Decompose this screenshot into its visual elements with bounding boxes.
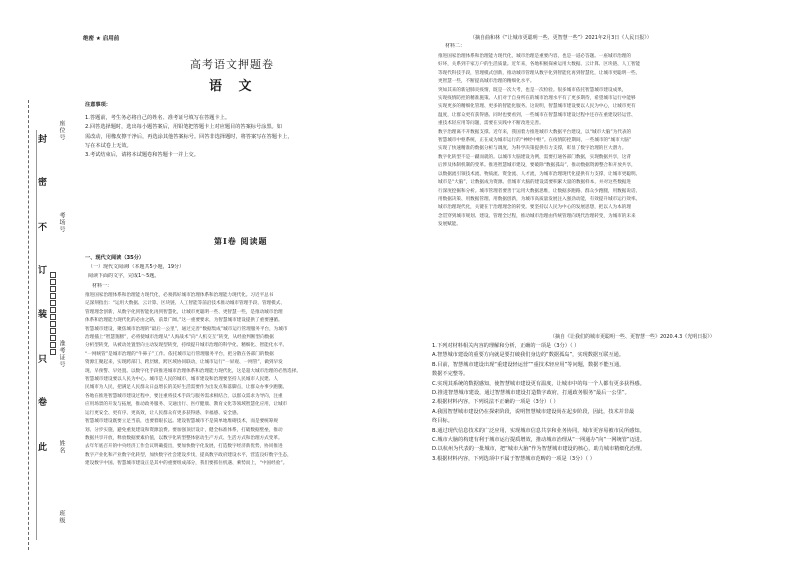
text-line: 记深刻指出：“运用大数据、云计算、区块链、人工智能等前沿技术推动城市管理手段、管理模式、 (85, 301, 285, 307)
text-line: 推进国家治理体系和治理能力现代化，城市治理是重要内容，也是一道必答题。一座城市治理的 (438, 54, 631, 59)
text-line: 智慧城市建设既要立足当前，也要着眼长远。建设智慧城市不是简单地堆砌技术，而是要统筹规 (85, 419, 278, 425)
text-line: 好坏，关系到千家万户的生活质量。近年来，各地积极探索运用大数据、云计算、区块链、人工智能 (438, 62, 641, 68)
binding-char-juan: 卷 (38, 398, 48, 408)
question-stem: 1.下列对材料相关内容的理解和分析，正确的一项是（3分）（ ） (432, 343, 580, 349)
section1-instr: 阅读下面的文字，完成1～5题。 (88, 273, 160, 279)
field-exam-room: 考场号 (58, 212, 65, 233)
source-citation-mid: （摘自《让我们的城市更聪明一些、更智慧一些》2020.4.3《光明日报》） (550, 334, 715, 340)
text-line: 各地在推进智慧城市建设过程中，要注重将技术手段与服务需求相结合，以群众需求为导向，注重 (85, 393, 283, 399)
text-line: 温度，让群众更有获得感。同时也要看到，一些城市在智慧城市建设过程中还存在重建设轻运营、 (438, 112, 636, 118)
binding-strip (0, 100, 80, 550)
field-name: 姓名 (58, 440, 65, 454)
notice-item: 1.答题前，考生务必将自己的姓名、准考证号填写在答题卡上。 (85, 115, 231, 121)
binding-char-zhuang: 装 (38, 310, 48, 320)
text-line: 运行更安全、更有序、更高效，让人民群众有更多获得感、幸福感、安全感。 (85, 410, 242, 416)
text-line: 智慧城市建设，聚焦城市治理的“最后一公里”，通过完善“数据集成”城市运行管理服务平台，为城市 (85, 326, 288, 332)
text-line: 去年年底召开的中央经济工作会议明确提出，要加快数字化发展，打造数字经济新优势，协同推进 (85, 444, 283, 450)
question-option: D.以杭州为代表的一批城市，把“城市大脑”作为智慧城市建设的核心，助力城市精细化治理。 (432, 446, 646, 453)
question-option: B.目前，智慧城市建设出现“重建设轻运营”“重技术轻应用”等问题，数据不能互通， (432, 361, 625, 368)
field-seat-number: 座位号 (58, 120, 65, 141)
text-line: 重技术轻应用等问题，需要在实践中不断改进完善。 (438, 121, 544, 127)
question-list (432, 342, 762, 464)
text-line: 发展赋能。 (438, 222, 461, 228)
material2-label: 材料二： (445, 43, 466, 49)
text-line: 行深度挖掘和分析。城市管理者要善于运用大数据思维，让数据多跑路、群众少跑腿，用数据说话、 (438, 188, 641, 194)
binding-char-mi: 密 (38, 178, 48, 188)
text-line: 治理插上“智慧翅膀”，必将使城市治理从“人海战术”向“人机交互”转变，从经验判断型向数据 (85, 335, 274, 341)
text-line: 管理理念创新，从数字化到智能化再到智慧化，让城市更聪明一些、更智慧一些，是推动城市治理 (85, 309, 283, 315)
cut-line (28, 100, 29, 550)
question-option: D.推进智慧城市建设，通过智慧城市建设打造数字政府，打通政务服务“最后一公里”。 (432, 390, 630, 397)
text-line: 以数据流引领技术流、物质流、资金流、人才流，为城市治理现代化提供有力支撑，让城市更聪明。 (438, 171, 641, 177)
text-line: 智慧城市中枢系统，正在成为城市运行的“神经中枢”。在疫情防控期间，一些城市的“城市大脑” (438, 138, 632, 144)
id-number-boxes[interactable] (50, 272, 57, 356)
part1-title: 第Ⅰ卷 阅读题 (214, 236, 268, 246)
section1-heading: 一、现代文阅读（35分） (85, 255, 145, 261)
text-line: 突如其来的新冠肺炎疫情，既是一次大考，也是一次检验。很多城市依托智慧城市建设成果， (438, 87, 627, 93)
source-citation-top: （摘自曲和林《“让城市更聪明一些、更智慧一些”》2021年2月3日《人民日报》） (470, 35, 652, 41)
text-line: 民城市为人民，把满足人民群众日益增长的美好生活需要作为出发点和落脚点，让群众办事少跑腿。 (85, 385, 288, 391)
text-line: 等现代科技手段，管理模式创新，推动城市管理从数字化到智能化再到智慧化，让城市更聪明一些、 (438, 70, 641, 76)
text-line: 数字化转型不是一蹴而就的。以城市大脑建设为例，需要打通各部门数据，实现数据共享，这背 (438, 154, 631, 160)
text-line: 推进国家治理体系和治理能力现代化，必须抓好城市治理体系和治理能力现代化。习近平总书 (85, 293, 274, 298)
text-line: 更智慧一些，不断提高城市治理的精细化水平。 (438, 79, 535, 85)
text-line: 划、分步实施，避免重复建设和资源浪费。要加强顶层设计，健全标准体系，打破数据壁垒，推动 (85, 427, 283, 433)
notice-heading: 注意事项： (85, 102, 111, 108)
text-line: 城市治理现代化，关键在于治理理念的转变。要坚持以人民为中心的发展思想，把以人为本的理 (438, 205, 631, 211)
binding-char-ci: 此 (38, 443, 48, 453)
seal-line (36, 130, 37, 540)
secret-label: 绝密 ★ 启用前 (83, 36, 120, 42)
notice-list (85, 114, 415, 160)
subject-title: 语 文 (209, 79, 258, 94)
text-line: 现、早预警、早处置。以数字化手段推进城市治理体系和治理能力现代化，这是超大城市治理的必然选择。 (85, 368, 301, 374)
text-line: 后涉及体制机制的变革。推进智慧城市建设，要破除“数据孤岛”，推动数据资源整合和开放共享， (438, 163, 636, 169)
text-line: 建设数字中国。智慧城市建设正是其中的重要组成部分，我们要抓住机遇、乘势而上，“中国经验”。 (85, 461, 288, 467)
text-line: 分析型转变，从被动处置型向主动发现型转变，持续提升城市治理的科学化、精细化、智能化水平。 (85, 343, 288, 349)
field-ticket-number: 准考证号 (58, 340, 65, 368)
binding-char-bu: 不 (38, 223, 48, 233)
question-option: C.实现其系统的数据感知，使智慧城市建设更有温度，让城市中的每一个人都有更多获得感。 (432, 380, 645, 387)
question-option: 终目标。 (432, 418, 453, 425)
binding-char-zhi: 只 (38, 355, 48, 365)
field-class: 班级 (58, 510, 65, 524)
question-stem: 3.根据材料内容，下列选项中不属于智慧城市范畴的一项是（3分）（ ） (432, 455, 595, 462)
text-line: “一网统管”是城市治理的“牛鼻子”工作。依托城市运行管理服务平台，把分散在各部门的数据 (85, 351, 274, 357)
text-line: 智慧城市建设要以人民为中心。城市是人民的城市，城市建设和治理要坚持人民城市人民建、人 (85, 377, 278, 383)
question-option: A.智慧城市建设的重要方向就是要打破我们身边的“数据孤岛”，实现数据互联互通。 (432, 352, 625, 359)
binding-char-feng: 封 (38, 135, 48, 145)
text-line: 实现更多的精细化管理、更多的智能化服务。这说明，智慧城市建设要以人民为中心，让城市更有 (438, 104, 636, 110)
text-line: 应用场景的开发与拓展，推动政务服务、交通出行、医疗健康、教育文化等领域智慧化应用，让城市 (85, 402, 288, 408)
text-line: 体系和治理能力现代化的必由之路，前景广阔。”这一重要要求，为智慧城市建设提供了重要遵循。 (85, 318, 283, 324)
notice-item: 2.回答选择题时，选出每小题答案后，用铅笔把答题卡上对应题目的答案标号涂黑。如 (85, 124, 282, 131)
text-line: 用数据决策、用数据管理、用数据创新，为城市高质量发展注入强劲动能，有效提升城市运行效率。 (438, 196, 641, 202)
left-column-text (85, 292, 415, 469)
question-option: 数据不完整等。 (432, 371, 469, 378)
text-line: 城市是“大脑”，让数据成为资源。但城市大脑的建设需要积累大量的数据样本，并对这些数据进 (438, 180, 632, 186)
section1-sub: （一）现代文阅读Ⅰ（本题共5小题，19分） (88, 264, 185, 270)
binding-char-ding: 订 (38, 266, 48, 276)
text-line: 实现了快速精准的数据分析与调度，为科学决策提供有力支撑，彰显了数字治理的巨大潜力。 (438, 146, 627, 152)
question-option: C.城市大脑的构建有利于城市运行提质增效，推动城市治理从“一网通办”向“一网统管”迈进。 (432, 437, 646, 444)
exam-title: 高考语文押题卷 (190, 58, 274, 71)
question-stem: 2.根据材料内容，下列说法不正确的一项是（3分）（ ） (432, 399, 559, 406)
text-line: 数字产业化和产业数字化转型，加快数字社会建设步伐，提高数字政府建设水平，营造良好数字生态， (85, 452, 292, 458)
text-line: 资源汇聚起来，实现跨部门、跨层级、跨区域协同联动，让城市运行“一屏观、一网管”，做到早发 (85, 360, 283, 366)
material1-label: 材料一： (92, 283, 113, 289)
question-option: A.我国智慧城市建设仍在探索阶段，说明智慧城市建设尚在起步阶段，因此，技术并非最 (432, 408, 635, 415)
question-option: B.通过现代信息技术的广泛应用，实现城市信息共享和业务协同，城市更容易被市民所感知。 (432, 427, 645, 434)
text-line: 念贯穿到城市规划、建设、管理全过程，推动城市治理由传统管理向现代治理转变，为城市的未来 (438, 213, 636, 219)
right-column-text (438, 53, 758, 230)
text-line: 实现疫情防控的精准施策。人们对于自身所在的城市治理水平有了更多期待，希望城市运行中能够 (438, 96, 636, 102)
text-line: 数据共享开放，释放数据要素价值，以数字化转型整体驱动生产方式、生活方式和治理方式变革。 (85, 435, 283, 441)
notice-item: 写在本试卷上无效。 (85, 142, 132, 149)
text-line: 数字治理离不开数据支撑。近年来，我国着力推进城市大数据平台建设，以“城市大脑”为代表的 (438, 129, 632, 135)
notice-item: 3.考试结束后，请将本试题卷和答题卡一并上交。 (85, 152, 199, 159)
notice-item: 需改动，用橡皮擦干净后，再选涂其他答案标号。回答非选择题时，将答案写在答题卡上， (85, 133, 293, 140)
